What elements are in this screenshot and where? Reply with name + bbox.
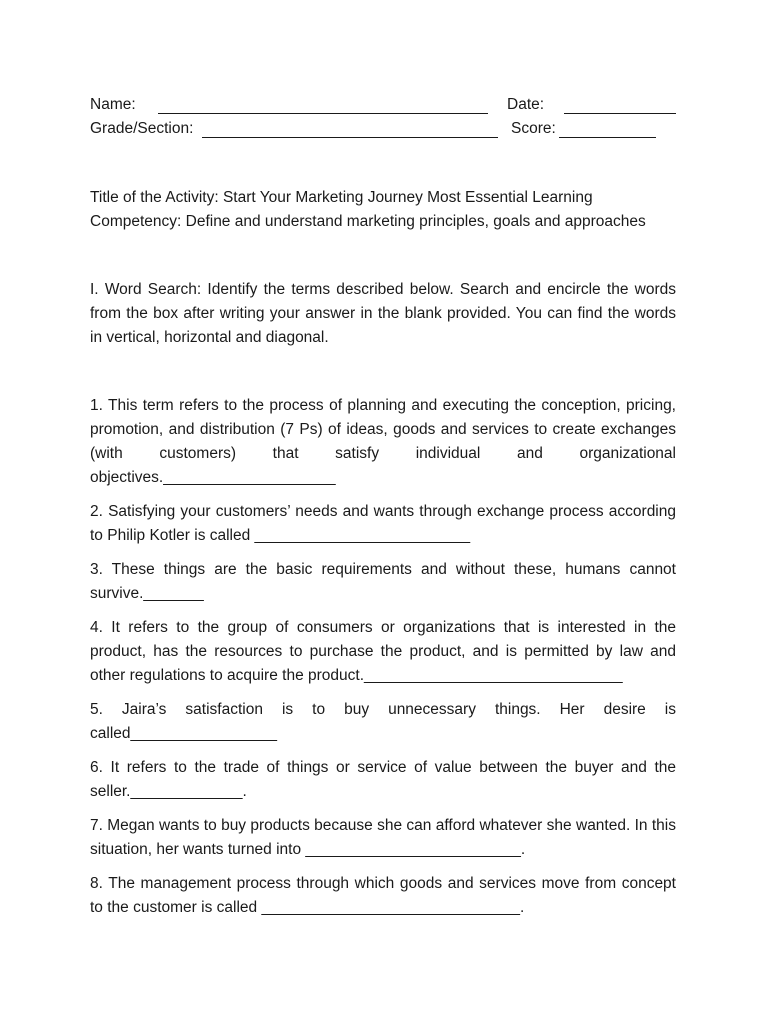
question-2: 2. Satisfying your customers’ needs and wants through exchange process according to Philip Kotler is called _________________________ (90, 503, 676, 544)
activity-title: Title of the Activity: Start Your Marketing Journey Most Essential Learning Competency: Define and understand marketing principles, goals and approaches (90, 189, 646, 230)
score-label: Score: (511, 120, 556, 137)
question-4: 4. It refers to the group of consumers or organizations that is interested in the product, has the resources to purchase the product, and is permitted by law and other regulations to acquire the product.______________________________ (90, 619, 676, 684)
word-search-instructions: I. Word Search: Identify the terms described below. Search and encircle the words from the box after writing your answer in the blank provided. You can find the words in vertical, horizontal and diagonal. (90, 281, 676, 346)
name-label: Name: (90, 96, 136, 113)
question-3: 3. These things are the basic requirements and without these, humans cannot survive._______ (90, 561, 676, 602)
question-6: 6. It refers to the trade of things or service of value between the buyer and the seller._____________. (90, 759, 676, 800)
question-5: 5. Jaira’s satisfaction is to buy unnecessary things. Her desire is called_________________ (90, 701, 676, 742)
question-8: 8. The management process through which goods and services move from concept to the customer is called ______________________________. (90, 875, 676, 916)
name-blank[interactable] (158, 99, 488, 114)
grade-section-blank[interactable] (202, 123, 498, 138)
question-1: 1. This term refers to the process of planning and executing the conception, pricing, promotion, and distribution (7 Ps) of ideas, goods and services to create exchanges (with customers) that satisfy individual and organizational objectives.____________________ (90, 397, 676, 486)
date-blank[interactable] (564, 99, 676, 114)
grade-section-label: Grade/Section: (90, 120, 194, 137)
score-blank[interactable] (559, 123, 656, 138)
question-7: 7. Megan wants to buy products because she can afford whatever she wanted. In this situation, her wants turned into _________________________. (90, 817, 676, 858)
date-label: Date: (507, 96, 545, 113)
